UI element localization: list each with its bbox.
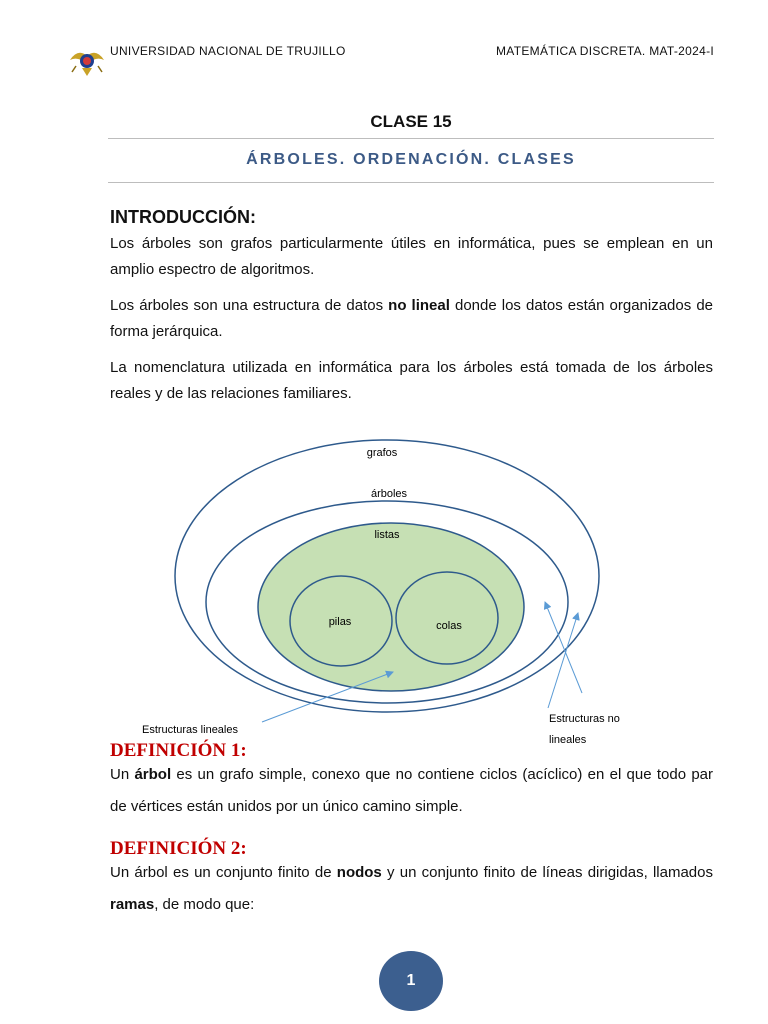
label-estructuras-no-lineales-1: Estructuras no — [549, 713, 620, 725]
intro-heading: INTRODUCCIÓN: — [110, 207, 256, 227]
bold-ramas: ramas — [110, 896, 155, 913]
intro-paragraph-1: Los árboles son grafos particularmente útiles en informática, pues se emplean en un amplio espectro de algoritmos. — [110, 235, 713, 278]
header-university: UNIVERSIDAD NACIONAL DE TRUJILLO — [110, 44, 346, 58]
label-colas: colas — [436, 620, 462, 632]
subtitle-rule — [108, 182, 714, 183]
intro-paragraph-3: La nomenclatura utilizada en informática para los árboles está tomada de los árboles reales y de las relaciones familiares. — [110, 359, 713, 402]
header-course: MATEMÁTICA DISCRETA. MAT-2024-I — [496, 44, 714, 58]
intro-paragraph-2: Los árboles son una estructura de datos no lineal donde los datos están organizados de forma jerárquica. — [110, 297, 713, 340]
university-seal-logo — [68, 44, 106, 78]
bold-no-lineal: no lineal — [388, 297, 450, 314]
definition-2-text: Un árbol es un conjunto finito de nodos y un conjunto finito de líneas dirigidas, llamados ramas, de modo que: — [110, 864, 713, 913]
definition-2-heading: DEFINICIÓN 2: — [110, 838, 247, 859]
definition-1-text: Un árbol es un grafo simple, conexo que no contiene ciclos (acíclico) en el que todo par de vértices están unidos por un único camino simple. — [110, 766, 714, 815]
page-title: CLASE 15 — [370, 112, 452, 131]
arrow-no-lineales-1 — [545, 602, 582, 693]
label-estructuras-no-lineales-2: lineales — [549, 734, 587, 746]
page-number-badge — [379, 951, 443, 1011]
definition-1-heading: DEFINICIÓN 1: — [110, 740, 247, 761]
label-grafos: grafos — [366, 447, 398, 459]
label-arboles: árboles — [370, 488, 408, 500]
page-number: 1 — [406, 972, 416, 989]
title-rule — [108, 138, 714, 139]
label-pilas: pilas — [328, 616, 352, 628]
bold-nodos: nodos — [336, 864, 382, 881]
page-subtitle: ÁRBOLES. ORDENACIÓN. CLASES — [246, 151, 576, 168]
listas-ellipse — [258, 523, 524, 691]
label-estructuras-lineales: Estructuras lineales — [142, 724, 238, 736]
bold-arbol: árbol — [134, 766, 172, 783]
data-structures-diagram — [0, 430, 768, 750]
label-listas: listas — [374, 529, 400, 541]
